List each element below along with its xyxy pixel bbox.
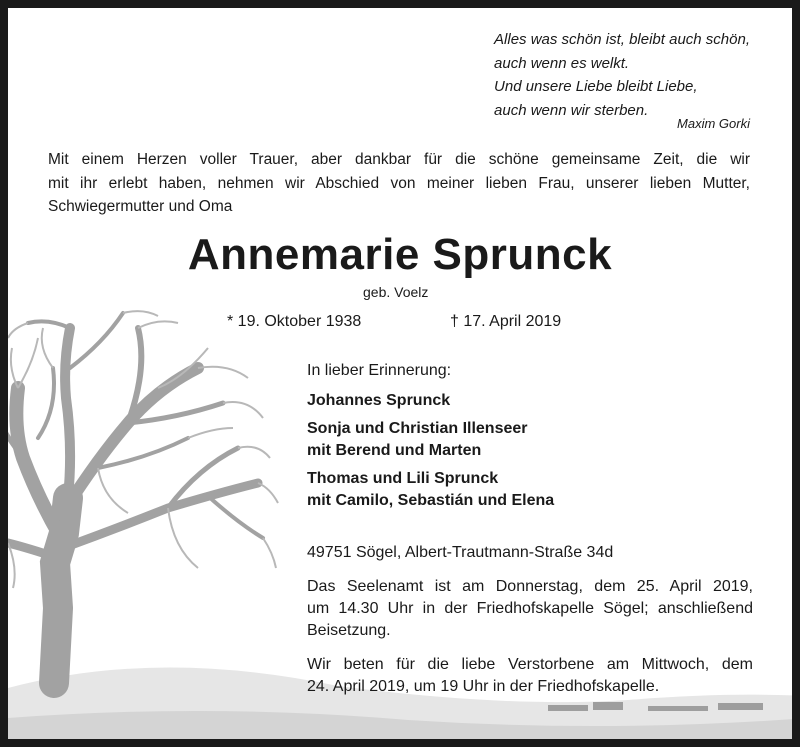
requiem-line: Das Seelenamt ist am Donnerstag, dem 25. April 2019, [307, 578, 753, 595]
family-group [307, 390, 753, 412]
family-line: Sonja und Christian Illenseer [307, 420, 528, 437]
death-date: † 17. April 2019 [450, 313, 562, 330]
deceased-name: Annemarie Sprunck [187, 230, 613, 279]
intro-line: Schwiegermutter und Oma [48, 198, 233, 215]
maiden-name: geb. Voelz [363, 284, 429, 300]
address: 49751 Sögel, Albert-Trautmann-Straße 34d [307, 544, 614, 561]
quote-line: auch wenn wir sterben. [494, 101, 649, 119]
intro-text [48, 148, 750, 219]
memory-label: In lieber Erinnerung: [307, 362, 452, 379]
requiem-line: um 14.30 Uhr in der Friedhofskapelle Sögel; anschließend [307, 600, 753, 617]
intro-line: Mit einem Herzen voller Trauer, aber dankbar für die schöne gemeinsame Zeit, die wir [48, 151, 750, 168]
prayer-line: Wir beten für die liebe Verstorbene am Mittwoch, dem [307, 656, 753, 673]
family-line: mit Camilo, Sebastián und Elena [307, 492, 555, 509]
requiem-line: Beisetzung. [307, 622, 391, 639]
quote-line: auch wenn es welkt. [494, 54, 630, 72]
requiem-info [307, 576, 753, 642]
family-line: Johannes Sprunck [307, 392, 451, 409]
family-group [307, 418, 753, 462]
quote-line: Alles was schön ist, bleibt auch schön, [494, 31, 750, 48]
family-line: mit Berend und Marten [307, 442, 482, 459]
intro-line: mit ihr erlebt haben, nehmen wir Abschied von meiner lieben Frau, unserer lieben Mutter, [48, 174, 750, 192]
mourners-section [307, 360, 753, 698]
prayer-info [307, 654, 753, 698]
quote-author: Maxim Gorki [677, 116, 750, 131]
family-group [307, 468, 753, 512]
birth-date: * 19. Oktober 1938 [227, 313, 362, 330]
prayer-line: 24. April 2019, um 19 Uhr in der Friedhofskapelle. [307, 678, 660, 695]
quote-line: Und unsere Liebe bleibt Liebe, [494, 78, 698, 95]
poem-quote [494, 28, 750, 122]
family-line: Thomas und Lili Sprunck [307, 470, 499, 487]
